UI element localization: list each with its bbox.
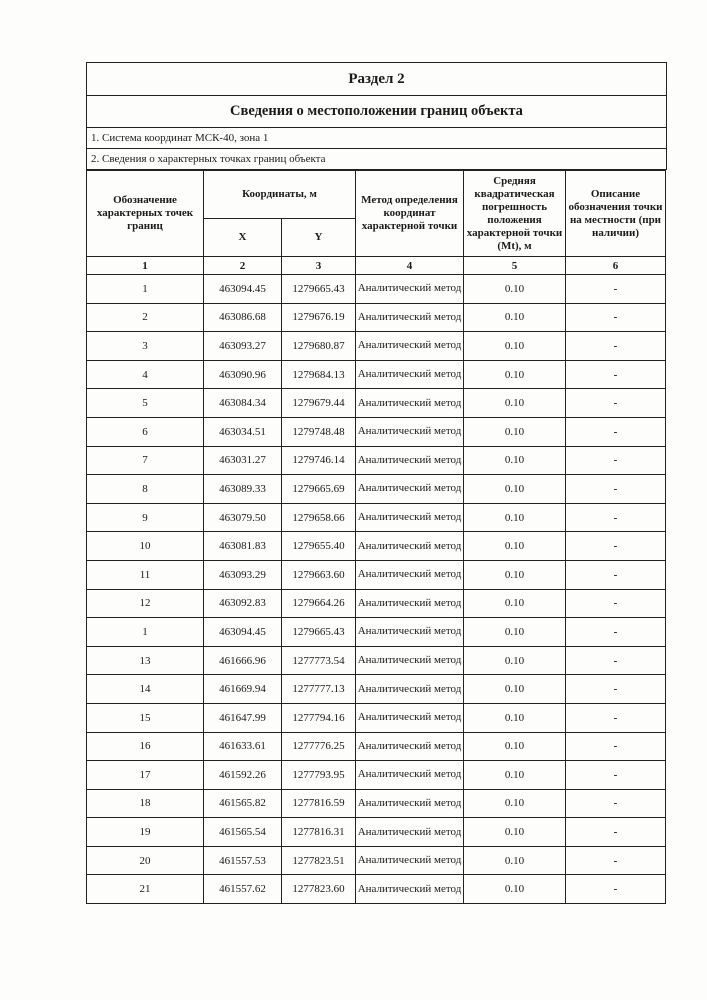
column-number: 4 [356, 257, 464, 275]
y-coordinate-cell: 1279658.66 [282, 503, 356, 532]
x-coordinate-cell: 461669.94 [204, 675, 282, 704]
point-cell: 4 [87, 360, 204, 389]
method-cell: Аналитический метод [356, 589, 464, 618]
y-coordinate-cell: 1279663.60 [282, 560, 356, 589]
y-coordinate-cell: 1279679.44 [282, 389, 356, 418]
y-coordinate-cell: 1279655.40 [282, 532, 356, 561]
error-cell: 0.10 [464, 303, 566, 332]
y-coordinate-cell: 1277823.60 [282, 875, 356, 904]
column-number: 1 [87, 257, 204, 275]
y-coordinate-cell: 1277816.59 [282, 789, 356, 818]
method-cell: Аналитический метод [356, 360, 464, 389]
method-cell: Аналитический метод [356, 303, 464, 332]
point-cell: 16 [87, 732, 204, 761]
y-coordinate-cell: 1277773.54 [282, 646, 356, 675]
header-description: Описание обозначения точки на местности (при наличии) [566, 171, 666, 257]
method-cell: Аналитический метод [356, 761, 464, 790]
y-coordinate-cell: 1279748.48 [282, 417, 356, 446]
description-cell: - [566, 703, 666, 732]
y-coordinate-cell: 1277777.13 [282, 675, 356, 704]
table-row [87, 646, 666, 675]
table-row [87, 761, 666, 790]
x-coordinate-cell: 463092.83 [204, 589, 282, 618]
error-cell: 0.10 [464, 761, 566, 790]
error-cell: 0.10 [464, 732, 566, 761]
description-cell: - [566, 332, 666, 361]
x-coordinate-cell: 461557.53 [204, 846, 282, 875]
description-cell: - [566, 732, 666, 761]
document-frame [86, 62, 667, 170]
point-cell: 1 [87, 275, 204, 304]
header-error: Средняя квадратическая погрешность положения характерной точки (Mt), м [464, 171, 566, 257]
table-row [87, 532, 666, 561]
x-coordinate-cell: 463090.96 [204, 360, 282, 389]
error-cell: 0.10 [464, 446, 566, 475]
x-coordinate-cell: 461565.82 [204, 789, 282, 818]
point-cell: 13 [87, 646, 204, 675]
document-sheet [86, 62, 667, 904]
point-cell: 11 [87, 560, 204, 589]
x-coordinate-cell: 463093.27 [204, 332, 282, 361]
x-coordinate-cell: 463094.45 [204, 275, 282, 304]
point-cell: 17 [87, 761, 204, 790]
x-coordinate-cell: 463031.27 [204, 446, 282, 475]
y-coordinate-cell: 1277823.51 [282, 846, 356, 875]
table-row [87, 589, 666, 618]
method-cell: Аналитический метод [356, 389, 464, 418]
y-coordinate-cell: 1279684.13 [282, 360, 356, 389]
point-cell: 15 [87, 703, 204, 732]
error-cell: 0.10 [464, 618, 566, 647]
method-cell: Аналитический метод [356, 417, 464, 446]
description-cell: - [566, 846, 666, 875]
table-body [87, 275, 666, 904]
description-cell: - [566, 275, 666, 304]
method-cell: Аналитический метод [356, 789, 464, 818]
x-coordinate-cell: 463081.83 [204, 532, 282, 561]
method-cell: Аналитический метод [356, 818, 464, 847]
table-row [87, 417, 666, 446]
y-coordinate-cell: 1277793.95 [282, 761, 356, 790]
description-cell: - [566, 589, 666, 618]
x-coordinate-cell: 461666.96 [204, 646, 282, 675]
header-coordinates: Координаты, м [204, 171, 356, 219]
description-cell: - [566, 560, 666, 589]
error-cell: 0.10 [464, 846, 566, 875]
header-x: X [204, 219, 282, 257]
y-coordinate-cell: 1279664.26 [282, 589, 356, 618]
table-row [87, 846, 666, 875]
x-coordinate-cell: 463093.29 [204, 560, 282, 589]
point-cell: 10 [87, 532, 204, 561]
method-cell: Аналитический метод [356, 532, 464, 561]
x-coordinate-cell: 461633.61 [204, 732, 282, 761]
header-point-designation: Обозначение характерных точек границ [87, 171, 204, 257]
point-cell: 19 [87, 818, 204, 847]
error-cell: 0.10 [464, 360, 566, 389]
description-cell: - [566, 503, 666, 532]
y-coordinate-cell: 1279676.19 [282, 303, 356, 332]
error-cell: 0.10 [464, 703, 566, 732]
table-row [87, 560, 666, 589]
description-cell: - [566, 646, 666, 675]
description-cell: - [566, 789, 666, 818]
x-coordinate-cell: 463034.51 [204, 417, 282, 446]
error-cell: 0.10 [464, 589, 566, 618]
error-cell: 0.10 [464, 332, 566, 361]
method-cell: Аналитический метод [356, 275, 464, 304]
point-cell: 20 [87, 846, 204, 875]
point-cell: 5 [87, 389, 204, 418]
description-cell: - [566, 618, 666, 647]
method-cell: Аналитический метод [356, 675, 464, 704]
table-row [87, 275, 666, 304]
y-coordinate-cell: 1279665.69 [282, 475, 356, 504]
coordinate-system-line: 1. Система координат МСК-40, зона 1 [87, 128, 666, 149]
y-coordinate-cell: 1279746.14 [282, 446, 356, 475]
table-row [87, 503, 666, 532]
description-cell: - [566, 360, 666, 389]
section-title: Раздел 2 [87, 63, 666, 96]
column-number: 5 [464, 257, 566, 275]
description-cell: - [566, 675, 666, 704]
description-cell: - [566, 389, 666, 418]
method-cell: Аналитический метод [356, 732, 464, 761]
point-cell: 3 [87, 332, 204, 361]
description-cell: - [566, 818, 666, 847]
method-cell: Аналитический метод [356, 846, 464, 875]
method-cell: Аналитический метод [356, 875, 464, 904]
x-coordinate-cell: 463086.68 [204, 303, 282, 332]
point-cell: 14 [87, 675, 204, 704]
y-coordinate-cell: 1279665.43 [282, 275, 356, 304]
method-cell: Аналитический метод [356, 646, 464, 675]
table-row [87, 360, 666, 389]
error-cell: 0.10 [464, 389, 566, 418]
error-cell: 0.10 [464, 675, 566, 704]
method-cell: Аналитический метод [356, 332, 464, 361]
point-cell: 1 [87, 618, 204, 647]
x-coordinate-cell: 461592.26 [204, 761, 282, 790]
error-cell: 0.10 [464, 560, 566, 589]
column-number: 2 [204, 257, 282, 275]
table-row [87, 446, 666, 475]
description-cell: - [566, 446, 666, 475]
point-cell: 6 [87, 417, 204, 446]
point-cell: 12 [87, 589, 204, 618]
point-cell: 7 [87, 446, 204, 475]
section-subtitle: Сведения о местоположении границ объекта [87, 96, 666, 128]
description-cell: - [566, 475, 666, 504]
table-row [87, 618, 666, 647]
points-info-line: 2. Сведения о характерных точках границ объекта [87, 149, 666, 170]
x-coordinate-cell: 461565.54 [204, 818, 282, 847]
table-row [87, 332, 666, 361]
method-cell: Аналитический метод [356, 618, 464, 647]
description-cell: - [566, 417, 666, 446]
method-cell: Аналитический метод [356, 446, 464, 475]
table-row [87, 875, 666, 904]
table-row [87, 303, 666, 332]
table-row [87, 818, 666, 847]
point-cell: 8 [87, 475, 204, 504]
error-cell: 0.10 [464, 875, 566, 904]
error-cell: 0.10 [464, 646, 566, 675]
error-cell: 0.10 [464, 275, 566, 304]
error-cell: 0.10 [464, 417, 566, 446]
table-row [87, 789, 666, 818]
error-cell: 0.10 [464, 818, 566, 847]
x-coordinate-cell: 461557.62 [204, 875, 282, 904]
y-coordinate-cell: 1279665.43 [282, 618, 356, 647]
x-coordinate-cell: 463089.33 [204, 475, 282, 504]
column-number: 3 [282, 257, 356, 275]
error-cell: 0.10 [464, 475, 566, 504]
x-coordinate-cell: 463094.45 [204, 618, 282, 647]
table-row [87, 703, 666, 732]
y-coordinate-cell: 1277776.25 [282, 732, 356, 761]
method-cell: Аналитический метод [356, 560, 464, 589]
description-cell: - [566, 875, 666, 904]
x-coordinate-cell: 461647.99 [204, 703, 282, 732]
method-cell: Аналитический метод [356, 703, 464, 732]
y-coordinate-cell: 1279680.87 [282, 332, 356, 361]
method-cell: Аналитический метод [356, 503, 464, 532]
table-row [87, 389, 666, 418]
x-coordinate-cell: 463084.34 [204, 389, 282, 418]
column-number: 6 [566, 257, 666, 275]
y-coordinate-cell: 1277816.31 [282, 818, 356, 847]
x-coordinate-cell: 463079.50 [204, 503, 282, 532]
header-method: Метод определения координат характерной точки [356, 171, 464, 257]
point-cell: 18 [87, 789, 204, 818]
header-y: Y [282, 219, 356, 257]
error-cell: 0.10 [464, 503, 566, 532]
table-row [87, 675, 666, 704]
description-cell: - [566, 303, 666, 332]
description-cell: - [566, 761, 666, 790]
description-cell: - [566, 532, 666, 561]
point-cell: 9 [87, 503, 204, 532]
method-cell: Аналитический метод [356, 475, 464, 504]
point-cell: 21 [87, 875, 204, 904]
point-cell: 2 [87, 303, 204, 332]
table-row [87, 475, 666, 504]
table-row [87, 732, 666, 761]
y-coordinate-cell: 1277794.16 [282, 703, 356, 732]
points-table [86, 170, 666, 904]
error-cell: 0.10 [464, 789, 566, 818]
error-cell: 0.10 [464, 532, 566, 561]
